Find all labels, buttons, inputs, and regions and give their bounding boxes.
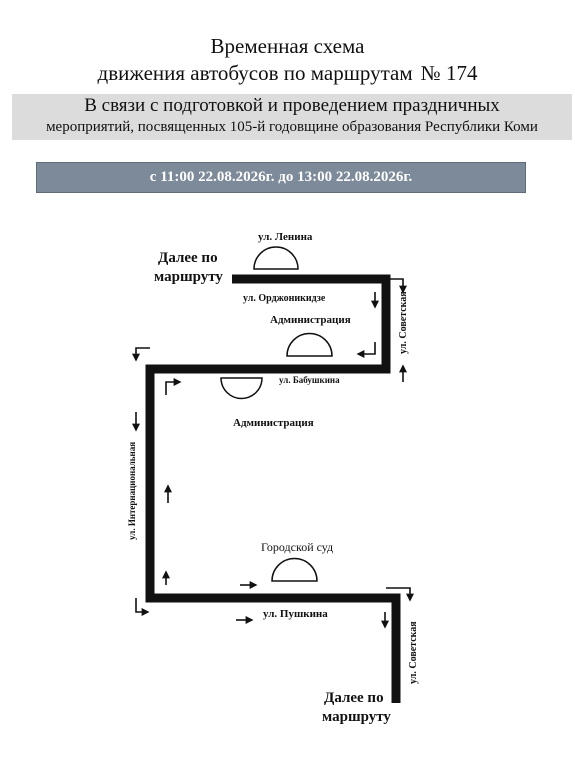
landmark-dome-administration-1 [287,334,332,357]
arrow-icon [136,348,150,360]
notice-line1: В связи с подготовкой и проведением праздничных [84,95,500,116]
landmark-dome-court [272,559,317,581]
street-label-lenina: ул. Ленина [258,231,313,243]
route-number: № 174 [420,61,478,85]
street-label-pushkina: ул. Пушкина [263,608,328,620]
landmark-label-administration-2: Администрация [233,417,314,429]
title-routes-text: движения автобусов по маршрутам [97,61,413,85]
page-title-line1: Временная схема [210,34,365,58]
arrow-icon [358,342,375,354]
continue-bottom-line2: маршруту [322,709,391,725]
arrow-icon [390,279,403,292]
continue-top-line2: маршруту [154,269,223,285]
notice-line2: мероприятий, посвященных 105-й годовщине образования Республики Коми [46,119,538,135]
street-label-sovetskaya-top: ул. Советская [398,291,409,354]
landmark-label-court: Городской суд [261,540,334,554]
landmark-dome-lenina [254,247,298,269]
landmark-label-administration-1: Администрация [270,314,351,326]
landmark-dome-administration-2 [221,378,262,399]
period-banner: с 11:00 22.08.2026г. до 13:00 22.08.2026г. [36,162,526,193]
arrow-icon [166,382,180,395]
street-label-babushkina: ул. Бабушкина [279,375,340,385]
route-line [150,279,396,703]
street-label-sovetskaya-bottom: ул. Советская [408,621,419,684]
continue-bottom-line1: Далее по [324,690,384,706]
street-label-ordzhonikidze: ул. Орджоникидзе [243,293,326,304]
continue-top-line1: Далее по [158,250,218,266]
street-label-internatsionalnaya: ул. Интернациональная [127,441,137,540]
